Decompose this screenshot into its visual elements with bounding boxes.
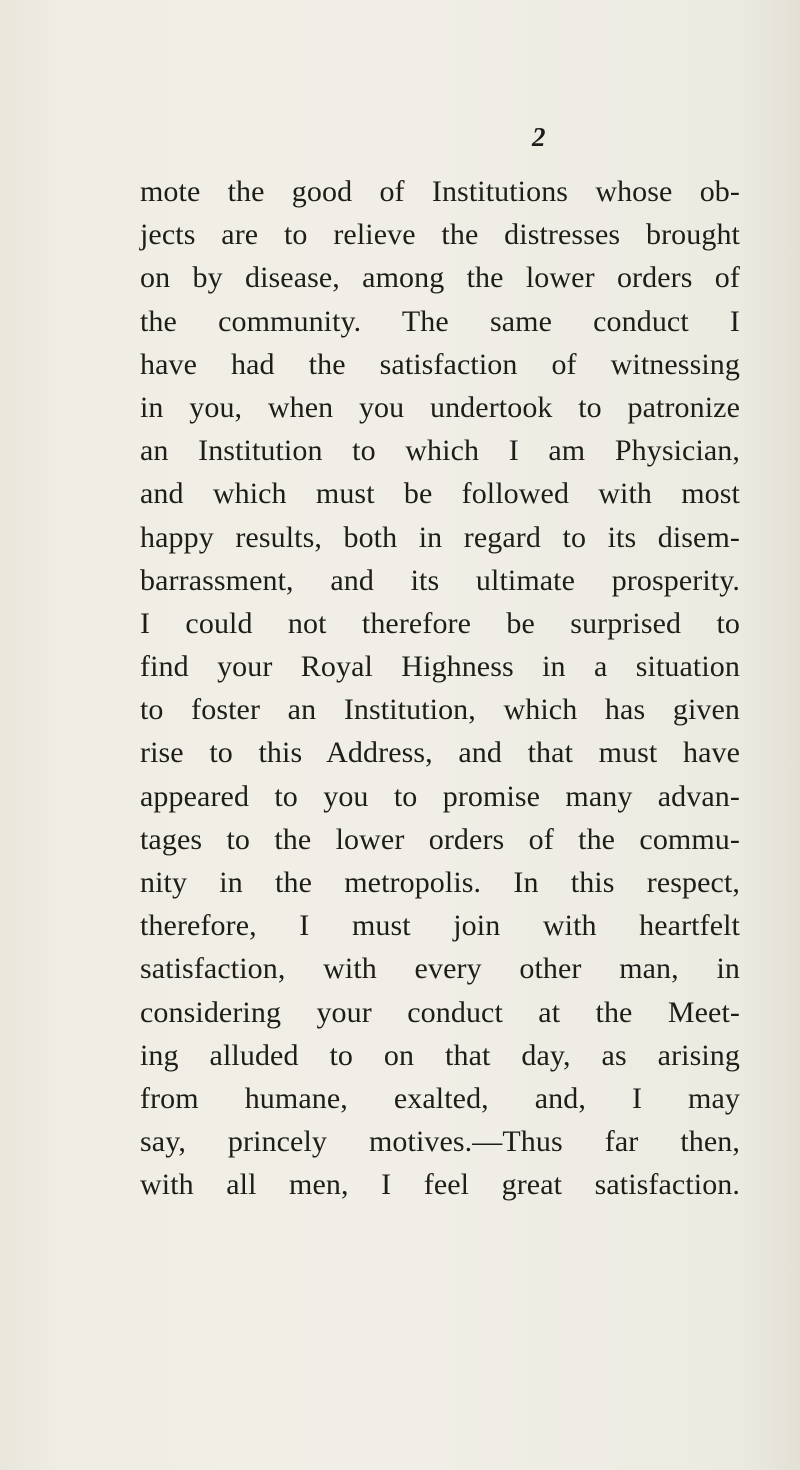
text-line: appeared to you to promise many advan- bbox=[140, 779, 740, 813]
text-line: the community. The same conduct I bbox=[140, 304, 740, 338]
text-line: I could not therefore be surprised to bbox=[140, 606, 740, 640]
page-number: 2 bbox=[532, 122, 546, 152]
text-line: find your Royal Highness in a situation bbox=[140, 650, 740, 684]
text-line: nity in the metropolis. In this respect, bbox=[140, 866, 740, 899]
text-line: ing alluded to on that day, as arising bbox=[140, 1038, 740, 1072]
text-line: satisfaction, with every other man, in bbox=[140, 952, 740, 986]
text-line: to foster an Institution, which has given bbox=[140, 693, 740, 727]
text-line: mote the good of Institutions whose ob- bbox=[140, 175, 740, 208]
text-line: happy results, both in regard to its disem- bbox=[140, 520, 740, 554]
text-line: with all men, I feel great satisfaction. bbox=[140, 1168, 740, 1202]
text-line: say, princely motives.—Thus far then, bbox=[140, 1125, 740, 1159]
text-line: and which must be followed with most bbox=[140, 477, 740, 511]
text-line: therefore, I must join with heartfelt bbox=[140, 909, 740, 943]
text-line: on by disease, among the lower orders of bbox=[140, 261, 740, 295]
body-text bbox=[140, 170, 740, 1207]
text-line: barrassment, and its ultimate prosperity. bbox=[140, 563, 740, 597]
text-line: an Institution to which I am Physician, bbox=[140, 434, 740, 468]
text-line: from humane, exalted, and, I may bbox=[140, 1081, 740, 1115]
text-line: jects are to relieve the distresses brought bbox=[140, 218, 740, 252]
text-line: rise to this Address, and that must have bbox=[140, 736, 740, 770]
text-line: considering your conduct at the Meet- bbox=[140, 995, 740, 1029]
text-line: in you, when you undertook to patronize bbox=[140, 390, 740, 424]
text-line: tages to the lower orders of the commu- bbox=[140, 822, 740, 856]
text-line: have had the satisfaction of witnessing bbox=[140, 347, 740, 381]
